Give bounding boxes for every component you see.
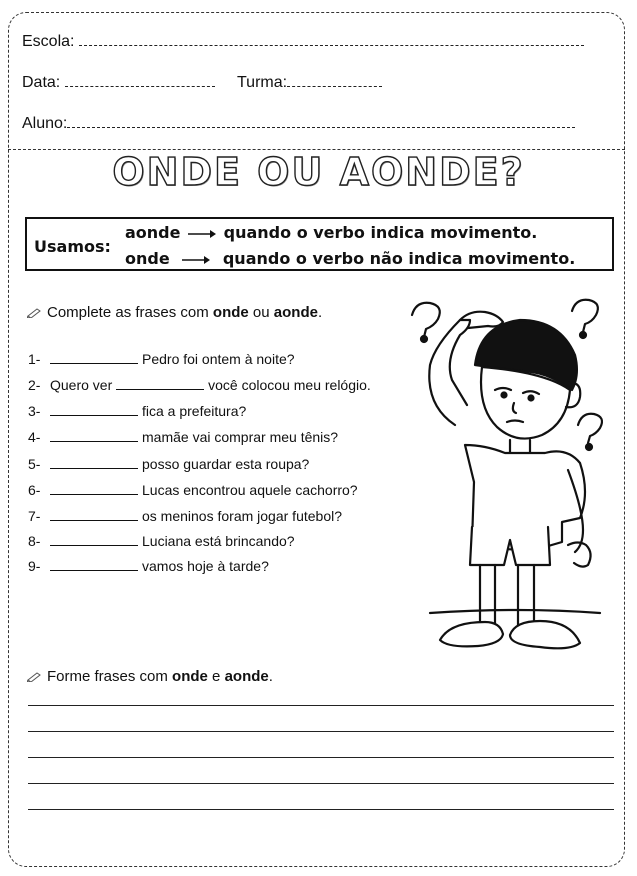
question-number: 2- <box>28 377 41 393</box>
arrow-right-icon <box>177 256 215 264</box>
instruction-connector: ou <box>248 304 274 321</box>
answer-blank[interactable] <box>50 519 138 521</box>
rule-text: quando o verbo indica movimento. <box>223 223 538 242</box>
school-field <box>22 33 584 51</box>
page-title: ONDE OU AONDE? <box>112 150 525 194</box>
rule-label: Usamos: <box>34 237 111 256</box>
school-input-line[interactable] <box>79 44 584 46</box>
question-mark-icon <box>412 303 440 342</box>
class-input-line[interactable] <box>287 85 382 87</box>
question-prefix: Quero ver <box>50 377 113 393</box>
writing-line[interactable] <box>28 809 614 810</box>
student-input-line[interactable] <box>67 126 575 128</box>
question-item <box>28 403 246 419</box>
question-item <box>28 508 342 524</box>
question-text: Lucas encontrou aquele cachorro? <box>142 482 358 498</box>
rule-row-onde <box>125 249 575 268</box>
instruction-text: Forme frases com <box>47 668 173 685</box>
answer-blank[interactable] <box>50 544 138 546</box>
answer-blank[interactable] <box>50 440 138 442</box>
question-number: 5- <box>28 456 41 472</box>
instruction-period: . <box>317 304 323 321</box>
question-text: os meninos foram jogar futebol? <box>142 508 342 524</box>
keyword-onde: onde <box>172 668 208 685</box>
writing-line[interactable] <box>28 783 614 784</box>
pencil-icon <box>27 308 41 318</box>
keyword-onde: onde <box>212 304 249 321</box>
question-text: fica a prefeitura? <box>142 403 247 419</box>
instruction-text: Complete as frases com <box>47 304 213 321</box>
question-text: Pedro foi ontem à noite? <box>142 351 295 367</box>
instruction-connector: e <box>207 668 225 685</box>
question-item <box>28 533 295 549</box>
question-item <box>28 377 371 393</box>
writing-line[interactable] <box>28 757 614 758</box>
answer-blank[interactable] <box>50 493 138 495</box>
class-field <box>237 74 382 92</box>
question-number: 4- <box>28 429 41 445</box>
question-number: 7- <box>28 508 41 524</box>
answer-blank[interactable] <box>50 362 138 364</box>
question-item <box>28 429 338 445</box>
question-number: 6- <box>28 482 41 498</box>
school-label: Escola: <box>22 33 75 50</box>
question-text: você colocou meu relógio. <box>208 377 371 393</box>
question-text: posso guardar esta roupa? <box>142 456 310 472</box>
date-input-line[interactable] <box>65 85 215 87</box>
question-item <box>28 456 309 472</box>
class-label: Turma: <box>237 74 288 91</box>
exercise2-instruction <box>27 668 273 685</box>
question-mark-icon <box>578 414 602 450</box>
question-mark-icon <box>572 300 598 338</box>
question-item <box>28 351 295 367</box>
answer-blank[interactable] <box>50 414 138 416</box>
keyword-aonde: aonde <box>273 304 318 321</box>
pencil-icon <box>27 672 41 682</box>
question-number: 3- <box>28 403 41 419</box>
rule-text: quando o verbo não indica movimento. <box>222 249 576 268</box>
answer-blank[interactable] <box>116 388 204 390</box>
arrow-right-icon <box>188 230 216 238</box>
thinking-boy-illustration <box>400 295 625 665</box>
date-label: Data: <box>22 74 61 91</box>
question-number: 1- <box>28 351 41 367</box>
rule-box <box>25 217 614 271</box>
rule-row-aonde <box>125 223 537 242</box>
question-item <box>28 558 269 574</box>
keyword-aonde: aonde <box>224 668 269 685</box>
question-text: Luciana está brincando? <box>142 533 295 549</box>
student-label: Aluno: <box>22 115 68 132</box>
answer-blank[interactable] <box>50 467 138 469</box>
instruction-period: . <box>268 668 273 685</box>
question-number: 9- <box>28 558 41 574</box>
question-text: vamos hoje à tarde? <box>142 558 269 574</box>
student-field <box>22 115 575 133</box>
rule-word: onde <box>125 249 170 268</box>
answer-blank[interactable] <box>50 569 138 571</box>
date-field <box>22 74 215 92</box>
rule-word: aonde <box>125 223 181 242</box>
writing-line[interactable] <box>28 705 614 706</box>
writing-line[interactable] <box>28 731 614 732</box>
exercise1-instruction <box>27 304 322 321</box>
question-item <box>28 482 358 498</box>
question-number: 8- <box>28 533 41 549</box>
question-text: mamãe vai comprar meu tênis? <box>142 429 339 445</box>
